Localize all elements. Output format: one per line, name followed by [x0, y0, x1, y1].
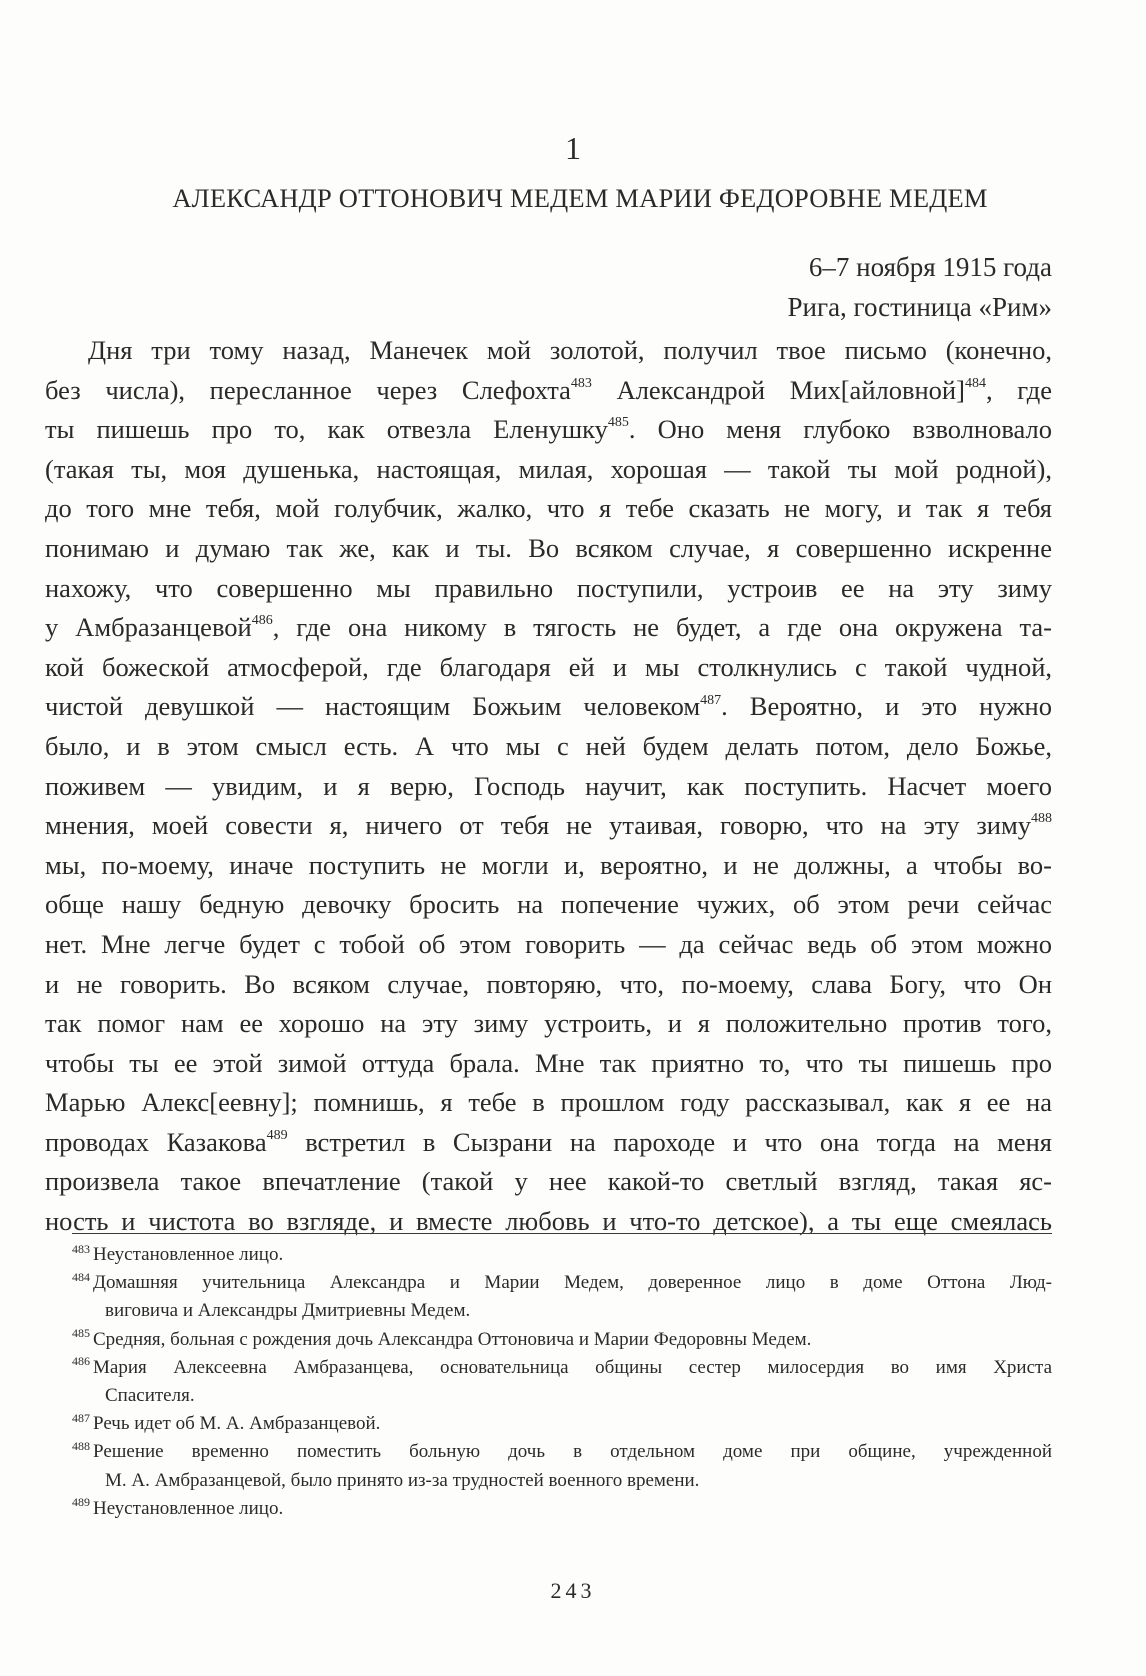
footnote-number: 489	[72, 1495, 90, 1510]
body-text-run: так помог нам ее хорошо на эту зиму устроить, и я положительно против того,	[45, 1008, 1052, 1039]
footnote-line	[72, 1354, 1052, 1382]
body-text-run: Марью Алекс[еевну]; помнишь, я тебе в прошлом году рассказывал, как я ее на	[45, 1087, 1052, 1118]
footnote-reference[interactable]: 485	[607, 415, 629, 431]
body-line	[45, 885, 1052, 925]
body-text-run: ность и чистота во взгляде, и вместе любовь и что-то детское), а ты еще смеялась	[45, 1206, 1052, 1237]
footnote-line	[72, 1326, 1052, 1354]
page-number: 243	[550, 1578, 596, 1603]
body-text-run: и не говорить. Во всяком случае, повторяю, что, по-моему, слава Богу, что Он	[45, 968, 1052, 999]
body-text-run: проводах Казакова	[45, 1126, 267, 1157]
footnote-text: Речь идет об М. А. Амбразанцевой.	[93, 1413, 381, 1435]
body-text-run: нет. Мне легче будет с тобой об этом говорить — да сейчас ведь об этом можно	[45, 928, 1052, 959]
body-text-run: , где она никому в тягость не будет, а где она окружена та-	[272, 612, 1052, 643]
body-text-run: . Оно меня глубоко взволновало	[628, 414, 1052, 445]
body-line	[45, 410, 1052, 450]
letter-body	[45, 331, 1052, 1242]
footnote-separator	[72, 1233, 1052, 1234]
footnote-reference[interactable]: 486	[251, 613, 273, 629]
body-line	[45, 1004, 1052, 1044]
footnote-reference[interactable]: 488	[1031, 811, 1052, 827]
footnote-text: Спасителя.	[105, 1384, 195, 1406]
body-text-run: кой божеской атмосферой, где благодаря ей и мы столкнулись с такой чудной,	[45, 651, 1052, 682]
footnote-text: Мария Алексеевна Амбразанцева, основательница общины сестер милосердия во имя Христа	[93, 1356, 1052, 1378]
body-line	[45, 1162, 1052, 1202]
footnote-text: Неустановленное лицо.	[93, 1497, 284, 1519]
footnote-reference[interactable]: 487	[700, 692, 722, 708]
body-text-run: (такая ты, моя душенька, настоящая, милая, хорошая — такой ты мой родной),	[45, 453, 1052, 484]
body-text-run: мнения, моей совести я, ничего от тебя не утаивая, говорю, что на эту зиму	[45, 810, 1031, 841]
body-line	[45, 608, 1052, 648]
body-text-run: без числа), пересланное через Слефохта	[45, 374, 571, 405]
footnote-number: 483	[72, 1241, 90, 1256]
footnote-number: 486	[72, 1354, 90, 1369]
body-text-run: нахожу, что совершенно мы правильно поступили, устроив ее на эту зиму	[45, 572, 1052, 603]
body-line	[45, 846, 1052, 886]
footnote	[72, 1269, 1052, 1325]
body-line	[45, 569, 1052, 609]
body-text-run: мы, по-моему, иначе поступить не могли и, вероятно, и не должны, а чтобы во-	[45, 849, 1052, 880]
footnote	[72, 1495, 1052, 1523]
body-text-run: обще нашу бедную девочку бросить на попечение чужих, об этом речи сейчас	[45, 889, 1052, 920]
body-text-run: , где	[985, 374, 1052, 405]
footnote-line	[72, 1297, 1052, 1325]
footnotes	[72, 1241, 1052, 1523]
body-line	[45, 450, 1052, 490]
body-line	[45, 767, 1052, 807]
footnote-text: виговича и Александры Дмитриевны Медем.	[105, 1300, 471, 1322]
footnote-line	[72, 1495, 1052, 1523]
footnote-reference[interactable]: 484	[964, 375, 986, 391]
body-line	[45, 529, 1052, 569]
footnote	[72, 1326, 1052, 1354]
footnote-text: Неустановленное лицо.	[93, 1244, 284, 1265]
body-text-run: . Вероятно, и это нужно	[721, 691, 1052, 722]
footnote-line	[72, 1269, 1052, 1297]
footnote-text: Домашняя учительница Александра и Марии Медем, доверенное лицо в доме Оттона Люд-	[93, 1272, 1052, 1294]
body-text-run: до того мне тебя, мой голубчик, жалко, что я тебе сказать не могу, и так я тебя	[45, 493, 1052, 524]
body-line	[45, 925, 1052, 965]
body-text-run: у Амбразанцевой	[45, 612, 252, 643]
body-text-run: чистой девушкой — настоящим Божьим человеком	[45, 691, 701, 722]
footnote-reference[interactable]: 483	[570, 375, 592, 391]
body-text-run: поживем — увидим, и я верю, Господь научит, как поступить. Насчет моего	[45, 770, 1052, 801]
body-text-run: чтобы ты ее этой зимой оттуда брала. Мне так приятно то, что ты пишешь про	[45, 1047, 1052, 1078]
letter-place: Рига, гостиница «Рим»	[787, 292, 1052, 322]
footnote-text: Решение временно поместить больную дочь в отдельном доме при общине, учрежденной	[93, 1441, 1052, 1463]
body-line	[45, 1202, 1052, 1242]
body-line	[45, 648, 1052, 688]
body-line	[45, 687, 1052, 727]
footnote	[72, 1410, 1052, 1438]
footnote-text: Средняя, больная с рождения дочь Александра Оттоновича и Марии Федоровны Медем.	[93, 1328, 812, 1350]
footnote-line	[72, 1410, 1052, 1438]
body-line	[45, 331, 1052, 371]
body-text-run: произвела такое впечатление (такой у нее какой-то светлый взгляд, такая яс-	[45, 1166, 1052, 1197]
footnote-number: 484	[72, 1269, 90, 1284]
letter-date: 6–7 ноября 1915 года	[808, 252, 1052, 282]
body-text-run: понимаю и думаю так же, как и ты. Во всяком случае, я совершенно искренне	[45, 532, 1052, 563]
body-text-run: Александрой Мих[айловной]	[591, 374, 965, 405]
body-line	[45, 1044, 1052, 1084]
body-text-run: Дня три тому назад, Манечек мой золотой, получил твое письмо (конечно,	[88, 335, 1052, 365]
footnote	[72, 1354, 1052, 1410]
footnote	[72, 1438, 1052, 1494]
body-text-run: было, и в этом смысл есть. А что мы с ней будем делать потом, дело Божье,	[45, 730, 1052, 761]
letter-number: 1	[565, 130, 581, 166]
footnote-line	[72, 1438, 1052, 1466]
letter-title: АЛЕКСАНДР ОТТОНОВИЧ МЕДЕМ МАРИИ ФЕДОРОВНЕ МЕДЕМ	[172, 183, 988, 213]
body-line	[45, 1083, 1052, 1123]
footnote-line	[72, 1467, 1052, 1495]
footnote-text: М. А. Амбразанцевой, было принято из-за трудностей военного времени.	[105, 1469, 700, 1491]
footnote-number: 485	[72, 1326, 90, 1341]
body-line	[45, 965, 1052, 1005]
footnote-number: 487	[72, 1410, 90, 1425]
footnote-line	[72, 1382, 1052, 1410]
body-text-run: встретил в Сызрани на пароходе и что она тогда на меня	[287, 1126, 1052, 1157]
footnote-reference[interactable]: 489	[266, 1128, 288, 1144]
footnote-line	[72, 1241, 1052, 1269]
body-line	[45, 489, 1052, 529]
footnote	[72, 1241, 1052, 1269]
body-text-run: ты пишешь про то, как отвезла Еленушку	[45, 414, 608, 445]
body-line	[45, 727, 1052, 767]
body-line	[45, 371, 1052, 411]
body-line	[45, 1123, 1052, 1163]
footnote-number: 488	[72, 1438, 90, 1453]
body-line	[45, 806, 1052, 846]
